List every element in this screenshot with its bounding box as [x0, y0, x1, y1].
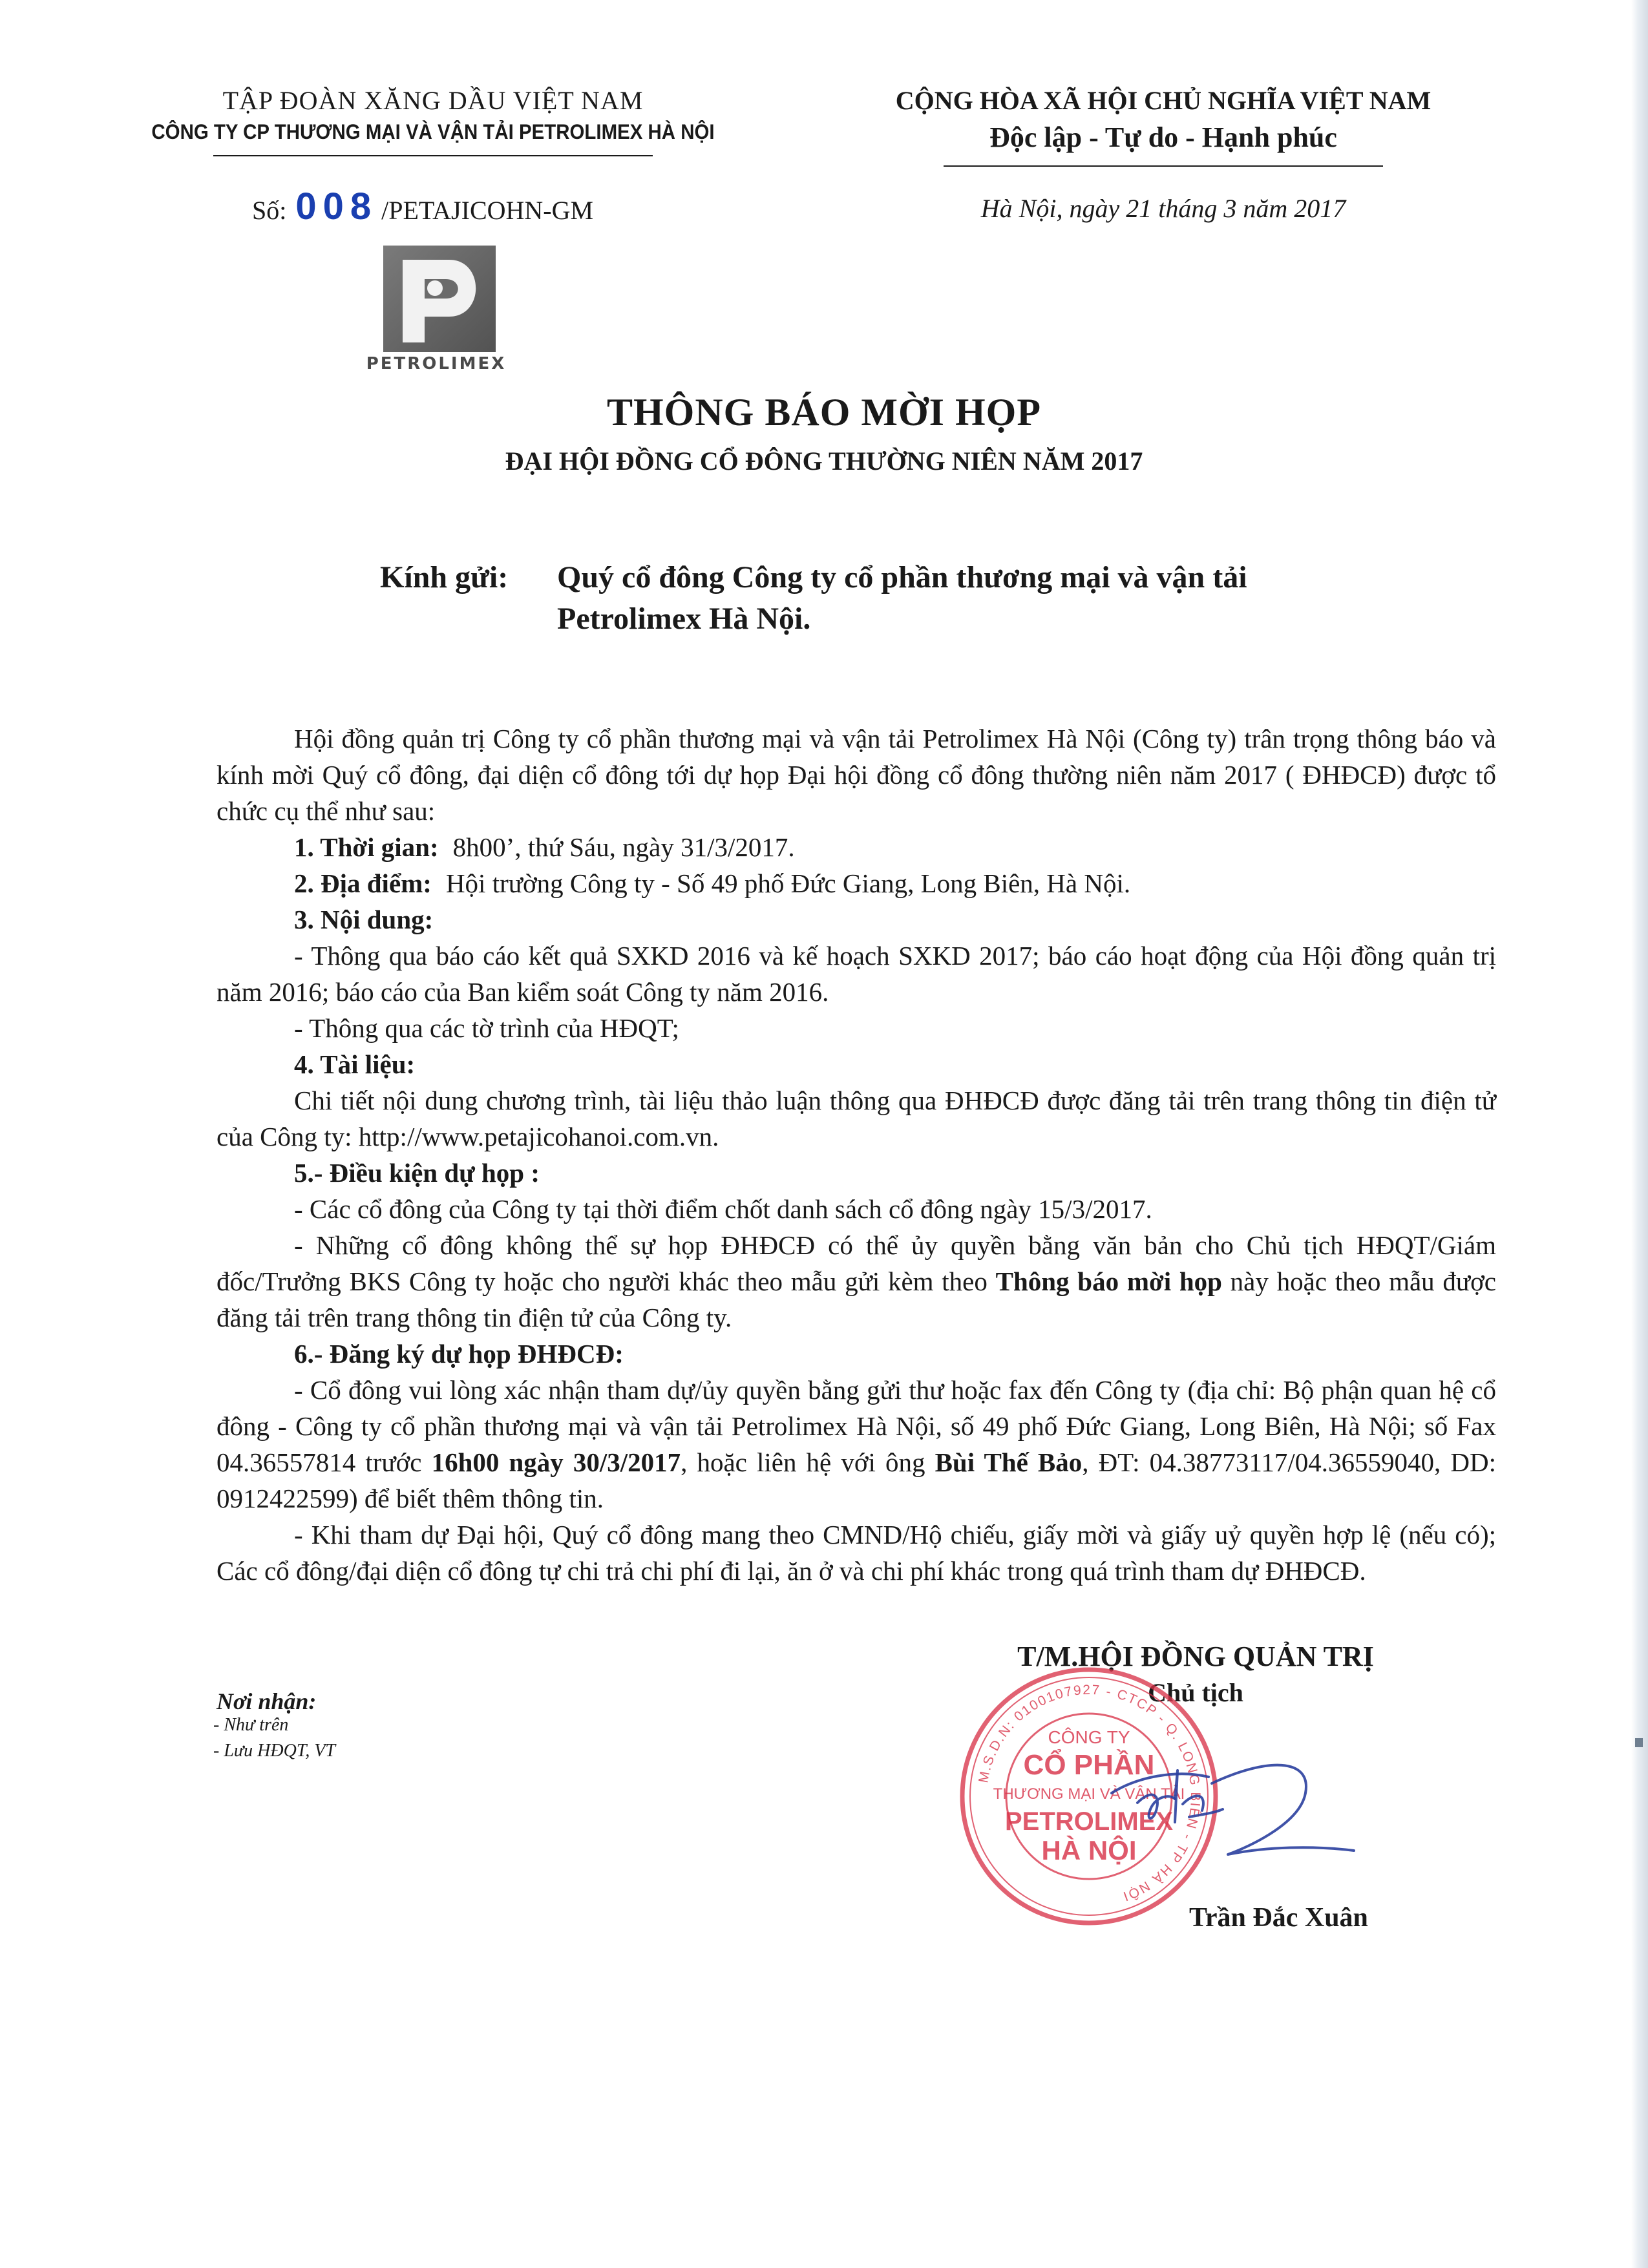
place-and-date: Hà Nội, ngày 21 tháng 3 năm 2017 [980, 194, 1346, 223]
agenda-item: - Thông qua các tờ trình của HĐQT; [294, 1013, 679, 1043]
logo-wordmark: PETROLIMEX [366, 354, 507, 373]
registration-heading: 6.- Đăng ký dự họp ĐHĐCĐ: [294, 1339, 624, 1369]
meeting-place [217, 865, 1496, 901]
seal-ring-text: M.S.D.N: 0100107927 - CTCP - Q. LONG BIÊN - TP HÀ NỘI [976, 1682, 1203, 1904]
document-number-value: 008 [295, 185, 378, 227]
handwritten-signature-icon [1099, 1732, 1370, 1874]
meeting-place-label: 2. Địa điểm: [294, 868, 432, 898]
signatory-role: Chủ tịch [1148, 1678, 1243, 1707]
issuer-header [110, 84, 756, 156]
intro-paragraph: Hội đồng quản trị Công ty cổ phần thương mại và vận tải Petrolimex Hà Nội (Công ty) trân trọng thông báo và kính mời Quý cổ đông, đại diện cổ đông tới dự họp Đại hội đồng cổ đông thường niên năm 2017 ( ĐHĐCĐ) được tổ chức cụ thể như sau: [217, 724, 1496, 826]
agenda-item: - Thông qua báo cáo kết quả SXKD 2016 và kế hoạch SXKD 2017; báo cáo hoạt động của Hội đồng quản trị năm 2016; báo cáo của Ban kiểm soát Công ty năm 2016. [217, 941, 1496, 1007]
condition-emphasis: Thông báo mời họp [995, 1266, 1222, 1296]
documents-paragraph: Chi tiết nội dung chương trình, tài liệu thảo luận thông qua ĐHĐCĐ được đăng tải trên trang thông tin điện tử của Công ty: http://www.petajicohanoi.com.vn. [217, 1086, 1496, 1151]
seal-line-1: CÔNG TY [1048, 1727, 1130, 1747]
condition-item: - Các cổ đông của Công ty tại thời điểm chốt danh sách cổ đông ngày 15/3/2017. [294, 1194, 1152, 1224]
seal-line-5: HÀ NỘI [1041, 1835, 1137, 1865]
condition-text: này hoặc theo mẫu được đăng tải trên trang thông tin điện tử của Công ty. [217, 1266, 1497, 1332]
contact-person: Bùi Thế Bảo [935, 1447, 1083, 1477]
seal-line-2: CỔ PHẦN [1023, 1749, 1155, 1781]
signatory-name: Trần Đắc Xuân [1189, 1903, 1368, 1933]
addressee-label: Kính gửi: [380, 560, 509, 594]
document-title: THÔNG BÁO MỜI HỌP [606, 391, 1042, 434]
nation-name: CỘNG HÒA XÃ HỘI CHỦ NGHĨA VIỆT NAM [895, 86, 1431, 115]
addressee-line-2: Petrolimex Hà Nội. [557, 602, 811, 636]
motto-divider [944, 165, 1383, 167]
addressee-line-1: Quý cổ đông Công ty cổ phần thương mại và vận tải [557, 560, 1247, 594]
registration-text: - Cổ đông vui lòng xác nhận tham dự/ủy quyền bằng gửi thư hoặc fax đến Công ty (địa chỉ: Bộ phận quan hệ cổ đông - Công ty cổ phần thương mại và vận tải Petrolimex Hà Nội, số 49 phố Đức Giang, Long Biên, Hà Nội; số Fax 04.36557814 trước [217, 1375, 1496, 1477]
national-header [808, 84, 1519, 167]
scanner-edge [1631, 0, 1648, 2268]
company-name: CÔNG TY CP THƯƠNG MẠI VÀ VẬN TẢI PETROLIMEX HÀ NỘI [151, 120, 715, 143]
distribution-label: Nơi nhận: [217, 1688, 317, 1714]
document-code: /PETAJICOHN-GM [381, 196, 594, 225]
parent-organization: TẬP ĐOÀN XĂNG DẦU VIỆT NAM [222, 86, 644, 115]
meeting-time-label: 1. Thời gian: [294, 832, 439, 862]
meeting-time-value: 8h00’, thứ Sáu, ngày 31/3/2017. [452, 832, 795, 862]
registration-item [217, 1372, 1496, 1517]
document-subtitle: ĐẠI HỘI ĐỒNG CỔ ĐÔNG THƯỜNG NIÊN NĂM 2017 [505, 446, 1143, 476]
documents-heading: 4. Tài liệu: [294, 1049, 416, 1079]
meeting-place-value: Hội trường Công ty - Số 49 phố Đức Giang, Long Biên, Hà Nội. [445, 868, 1131, 898]
national-motto: Độc lập - Tự do - Hạnh phúc [989, 121, 1337, 153]
condition-text: - Những cổ đông không thể sự họp ĐHĐCĐ có thể ủy quyền bằng văn bản cho Chủ tịch HĐQT/Giám đốc/Trưởng BKS Công ty hoặc cho người khác theo mẫu gửi kèm theo [217, 1230, 1496, 1296]
registration-item: - Khi tham dự Đại hội, Quý cổ đông mang theo CMND/Hộ chiếu, giấy mời và giấy uỷ quyền hợp lệ (nếu có); Các cổ đông/đại diện cổ đông tự chi trả chi phí đi lại, ăn ở và chi phí khác trong quá trình tham dự ĐHĐCĐ. [217, 1520, 1496, 1586]
meeting-time [217, 829, 1496, 865]
addressee [557, 557, 1397, 640]
seal-line-4: PETROLIMEX [1004, 1807, 1174, 1836]
seal-line-3: THƯƠNG MẠI VÀ VẬN TẢI [993, 1785, 1185, 1803]
document-number-label: Số: [252, 196, 287, 225]
conditions-heading: 5.- Điều kiện dự họp : [294, 1158, 540, 1188]
agenda-heading: 3. Nội dung: [294, 905, 434, 934]
document-number [252, 187, 593, 230]
distribution-item: - Lưu HĐQT, VT [213, 1741, 335, 1761]
distribution-item: - Như trên [213, 1715, 289, 1735]
scanner-edge-mark [1635, 1738, 1643, 1747]
registration-text: , hoặc liên hệ với ông [681, 1447, 935, 1477]
condition-item [217, 1227, 1496, 1336]
registration-text: , ĐT: 04.38773117/04.36559040, DD: 0912422599) để biết thêm thông tin. [217, 1447, 1496, 1513]
registration-deadline: 16h00 ngày 30/3/2017 [431, 1447, 681, 1477]
letter-body [217, 720, 1496, 1589]
signatory-organization: T/M.HỘI ĐỒNG QUẢN TRỊ [1017, 1641, 1374, 1672]
header-divider [213, 155, 653, 156]
